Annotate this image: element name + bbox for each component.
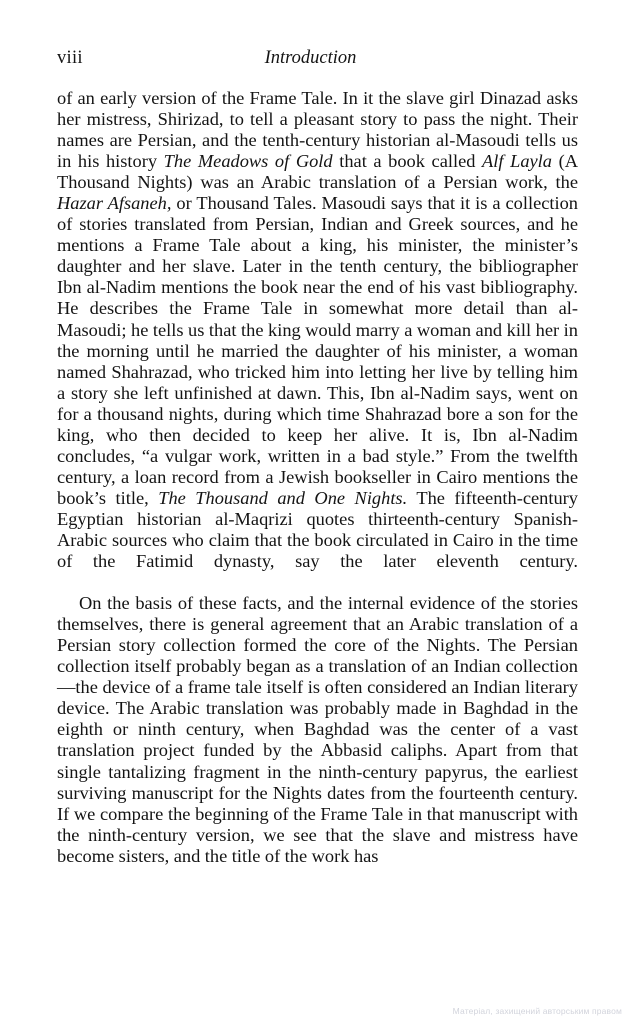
text-run: The fifteenth-century Egyptian historian al-Maqrizi quotes thirteenth-century Spanish-Arabic sources who claim that the book circulated in Cairo in the time of the Fatimid dynasty, say the later eleventh century. (57, 487, 578, 572)
text-run: (A Thousand Nights) was an Arabic translation of a Persian work, the (57, 151, 579, 193)
italic-title-run: The Thousand and One Nights. (158, 487, 408, 508)
paragraph (57, 593, 578, 867)
text-run: On the basis of these facts, and the internal evidence of the stories themselves, there is general agreement that an Arabic translation of a Persian story collection formed the core of the Nights. The Persian collection itself probably began as a translation of an Indian collection—the device of a frame tale itself is often considered an Indian literary device. The Arabic translation was probably made in Baghdad in the eighth or ninth century, when Baghdad was the center of a vast translation project funded by the Abbasid caliphs. Apart from that single tantalizing fragment in the ninth-century papyrus, the earliest surviving manuscript for the Nights dates from the fourteenth century. If we compare the beginning of the Frame Tale in that manuscript with the ninth-century version, we see that the slave and mistress have become sisters, and the title of the work has (57, 593, 578, 866)
text-run: of an early version of the Frame Tale. In it the slave girl Dinazad asks her mistress, Shirizad, to tell a pleasant story to pass the night. Their names are Persian, and the tenth-century historian al-Masoudi tells us in his history (57, 88, 578, 172)
text-run: or Thousand Tales. Masoudi says that it is a collection of stories translated from Persian, Indian and Greek sources, and he mentions a Frame Tale about a king, his minister, the minister’s daughter and her slave. Later in the tenth century, the bibliographer Ibn al-Nadim mentions the book near the end of his vast bibliography. He describes the Frame Tale in somewhat more detail than al-Masoudi; he tells us that the king would marry a woman and kill her in the morning until he married the daughter of his minister, a woman named Shahrazad, who tricked him into letting her live by telling him a story she left unfinished at dawn. This, Ibn al-Nadim says, went on for a thousand nights, during which time Shahrazad bore a son for the king, who then decided to keep her alive. It is, Ibn al-Nadim concludes, “a vulgar work, written in a bad style.” From the twelfth century, a loan record from a Jewish bookseller in Cairo mentions the book’s title, (57, 193, 579, 508)
page-number: viii (57, 48, 83, 68)
italic-title-run: The Meadows of Gold (163, 151, 333, 172)
text-run: that a book called (332, 151, 483, 172)
italic-title-run: Alf Layla (482, 151, 552, 172)
paragraph (57, 88, 578, 593)
italic-title-run: Hazar Afsaneh, (57, 193, 172, 214)
running-head (57, 45, 578, 71)
copyright-watermark: Матеріал, захищений авторським правом (452, 1006, 622, 1016)
body-text-block (57, 88, 578, 867)
running-head-title: Introduction (264, 48, 357, 68)
